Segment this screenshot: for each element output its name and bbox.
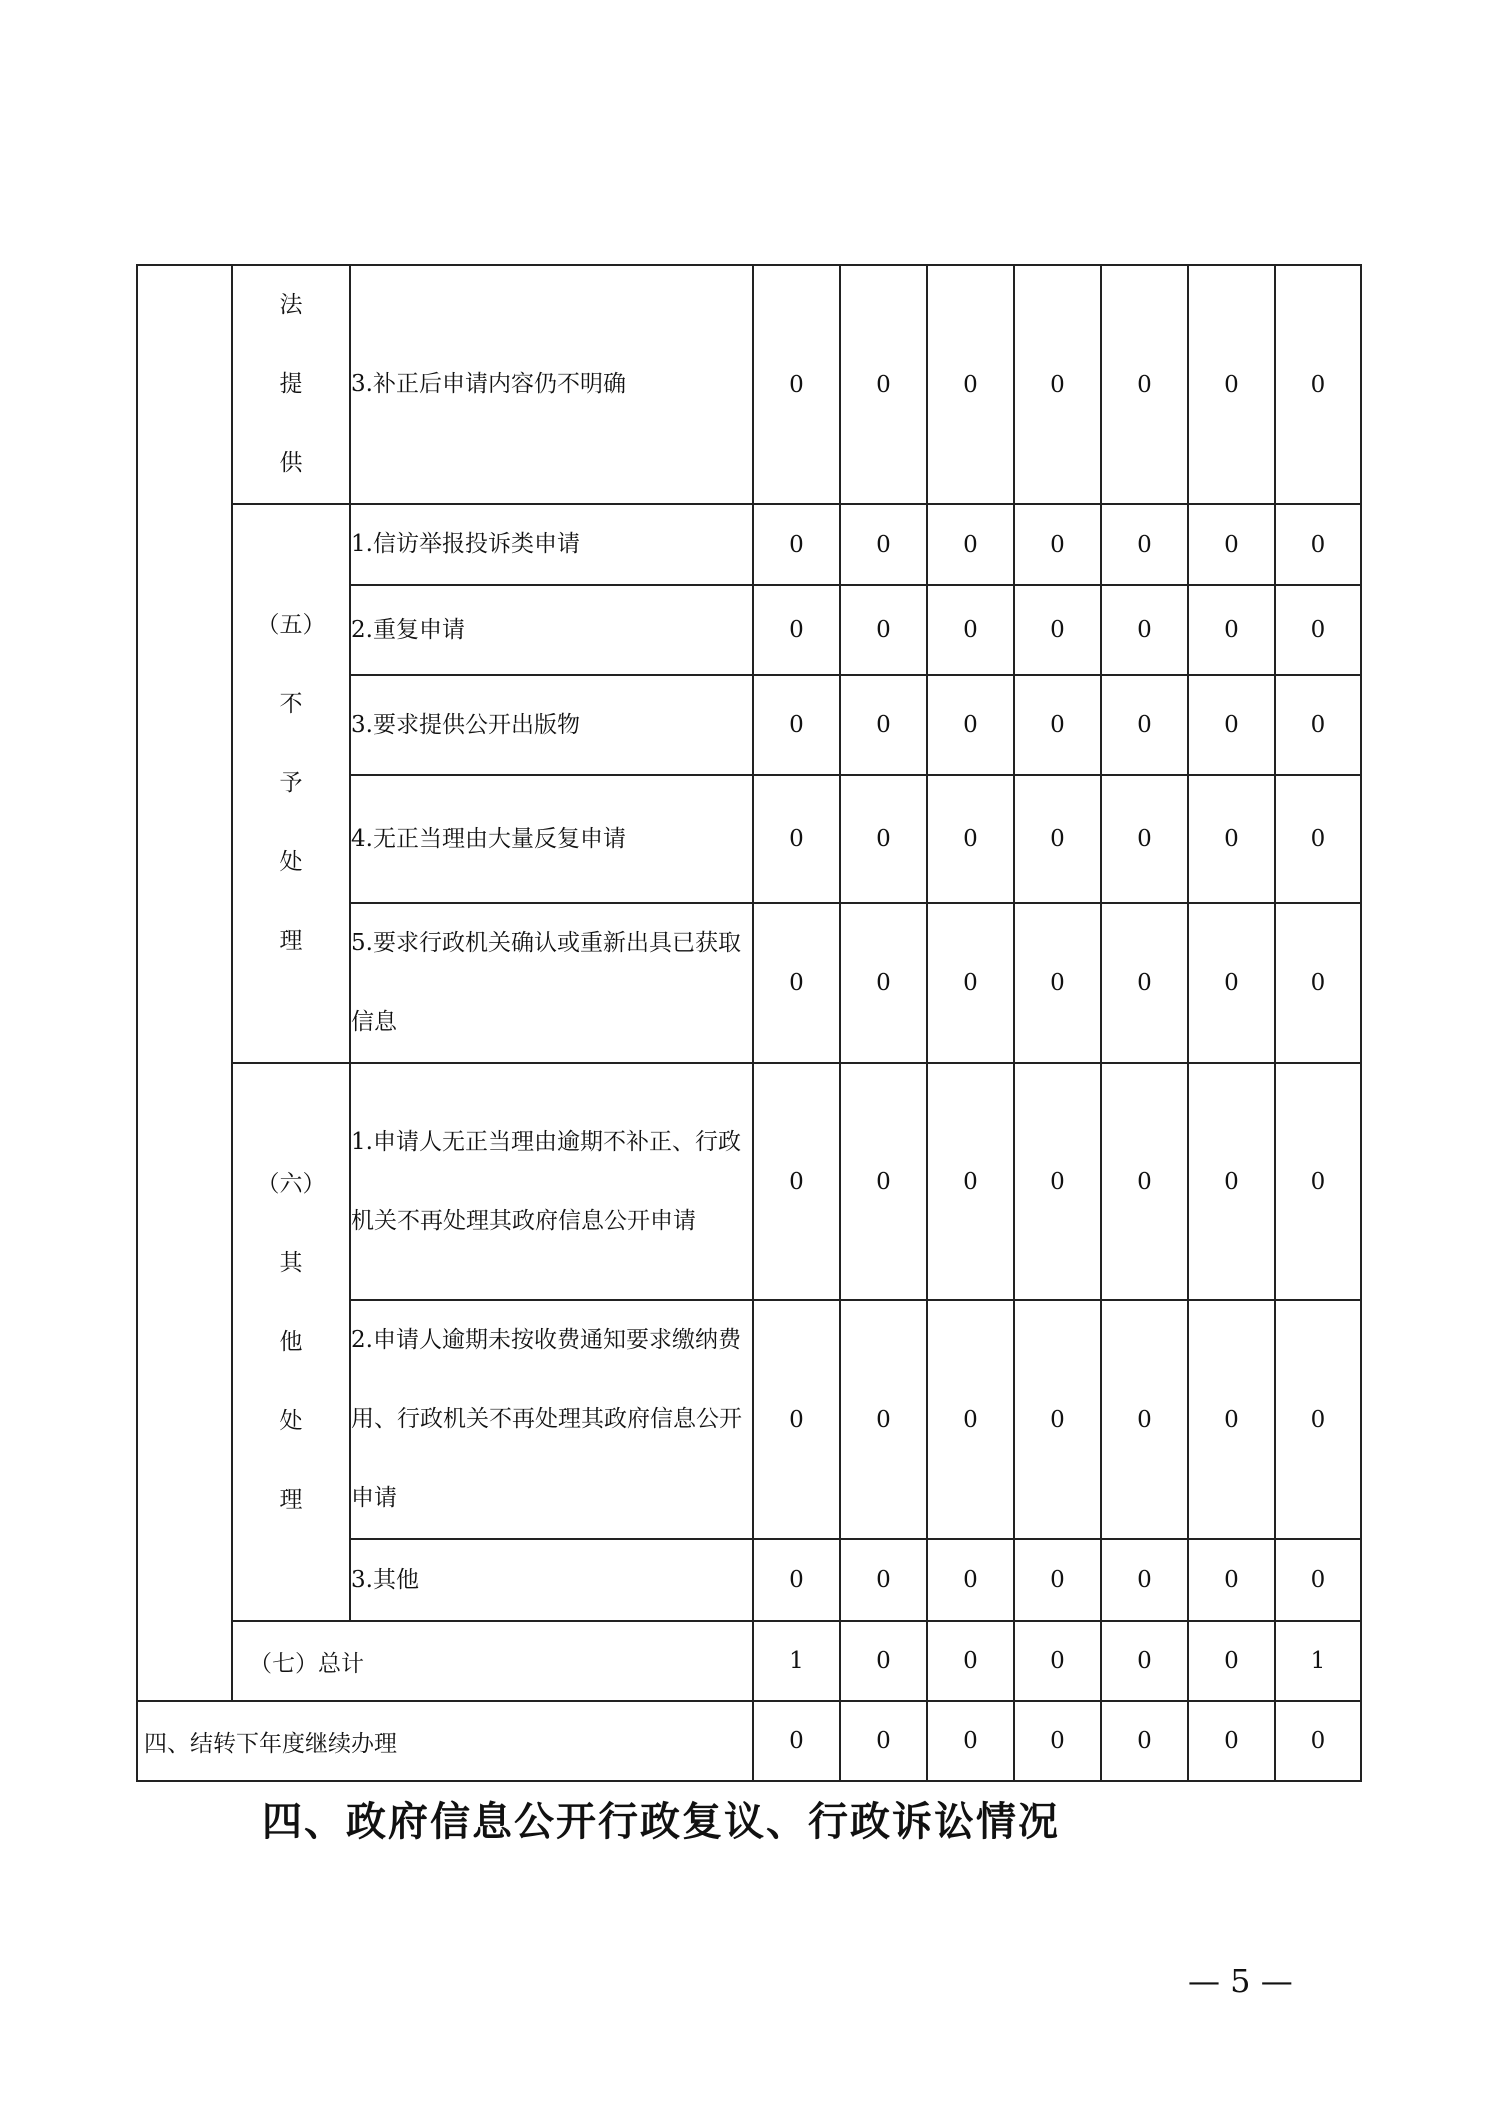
section-heading: 四、政府信息公开行政复议、行政诉讼情况 [262,1799,1060,1845]
table-row [137,1701,1361,1781]
value-cell: 0 [1014,775,1101,903]
page-number: — 5 — [1188,1962,1293,2000]
value-cell: 0 [1014,1300,1101,1539]
value-cell: 0 [840,675,927,775]
value-cell: 0 [1101,1621,1188,1701]
value-cell: 0 [1014,1063,1101,1300]
value-cell: 0 [840,1621,927,1701]
row-label: 4.无正当理由大量反复申请 [350,775,753,903]
value-cell: 0 [1275,1063,1361,1300]
value-cell: 0 [1014,675,1101,775]
value-cell: 0 [840,265,927,504]
value-cell: 0 [1275,265,1361,504]
value-cell: 0 [840,1063,927,1300]
total-label: （七）总计 [232,1621,753,1701]
value-cell: 1 [753,1621,840,1701]
value-cell: 0 [1014,585,1101,675]
value-cell: 0 [1188,1701,1275,1781]
value-cell: 0 [927,1539,1014,1621]
value-cell: 0 [1014,903,1101,1063]
value-cell: 0 [1188,265,1275,504]
value-cell: 0 [1275,1701,1361,1781]
value-cell: 0 [1188,1539,1275,1621]
row-label: 3.要求提供公开出版物 [350,675,753,775]
table-row [137,504,1361,585]
carryover-label: 四、结转下年度继续办理 [137,1701,753,1781]
value-cell: 1 [1275,1621,1361,1701]
value-cell: 0 [1101,1701,1188,1781]
value-cell: 0 [1101,1539,1188,1621]
value-cell: 0 [840,775,927,903]
value-cell: 0 [1188,1063,1275,1300]
value-cell: 0 [753,775,840,903]
value-cell: 0 [753,1701,840,1781]
value-cell: 0 [927,903,1014,1063]
value-cell: 0 [840,1300,927,1539]
value-cell: 0 [1014,1701,1101,1781]
statistics-table [136,264,1362,1782]
value-cell: 0 [1101,903,1188,1063]
category-cell: （六） 其 他 处 理 [232,1063,350,1621]
row-label: 1.信访举报投诉类申请 [350,504,753,585]
value-cell: 0 [1188,903,1275,1063]
value-cell: 0 [1275,775,1361,903]
value-cell: 0 [1014,504,1101,585]
value-cell: 0 [927,1300,1014,1539]
value-cell: 0 [753,504,840,585]
value-cell: 0 [753,675,840,775]
value-cell: 0 [1275,903,1361,1063]
value-cell: 0 [927,1063,1014,1300]
row-label: 3.其他 [350,1539,753,1621]
category-cell: （五） 不 予 处 理 [232,504,350,1063]
value-cell: 0 [927,265,1014,504]
value-cell: 0 [927,504,1014,585]
row-label: 3.补正后申请内容仍不明确 [350,265,753,504]
value-cell: 0 [1101,504,1188,585]
category-cell: 法 提 供 [232,265,350,504]
value-cell: 0 [1275,585,1361,675]
value-cell: 0 [753,1300,840,1539]
value-cell: 0 [1188,675,1275,775]
value-cell: 0 [1101,675,1188,775]
value-cell: 0 [1101,775,1188,903]
value-cell: 0 [753,585,840,675]
value-cell: 0 [1101,1063,1188,1300]
value-cell: 0 [1014,265,1101,504]
value-cell: 0 [927,775,1014,903]
table-row [137,1063,1361,1300]
row-label: 1.申请人无正当理由逾期不补正、行政机关不再处理其政府信息公开申请 [350,1063,753,1300]
table-row [137,265,1361,504]
value-cell: 0 [1275,1300,1361,1539]
value-cell: 0 [1275,504,1361,585]
value-cell: 0 [927,1621,1014,1701]
outer-blank-cell [137,265,232,1701]
value-cell: 0 [840,1539,927,1621]
row-label: 5.要求行政机关确认或重新出具已获取信息 [350,903,753,1063]
value-cell: 0 [753,265,840,504]
value-cell: 0 [840,903,927,1063]
value-cell: 0 [1014,1621,1101,1701]
value-cell: 0 [840,585,927,675]
value-cell: 0 [753,903,840,1063]
value-cell: 0 [1275,675,1361,775]
value-cell: 0 [753,1539,840,1621]
value-cell: 0 [1188,585,1275,675]
value-cell: 0 [1101,1300,1188,1539]
value-cell: 0 [1188,1300,1275,1539]
value-cell: 0 [753,1063,840,1300]
value-cell: 0 [1101,265,1188,504]
row-label: 2.申请人逾期未按收费通知要求缴纳费用、行政机关不再处理其政府信息公开申请 [350,1300,753,1539]
value-cell: 0 [1275,1539,1361,1621]
value-cell: 0 [1188,504,1275,585]
value-cell: 0 [927,1701,1014,1781]
row-label: 2.重复申请 [350,585,753,675]
value-cell: 0 [1188,1621,1275,1701]
value-cell: 0 [840,504,927,585]
value-cell: 0 [1188,775,1275,903]
value-cell: 0 [840,1701,927,1781]
value-cell: 0 [1101,585,1188,675]
table-row [137,1621,1361,1701]
value-cell: 0 [927,675,1014,775]
value-cell: 0 [927,585,1014,675]
value-cell: 0 [1014,1539,1101,1621]
